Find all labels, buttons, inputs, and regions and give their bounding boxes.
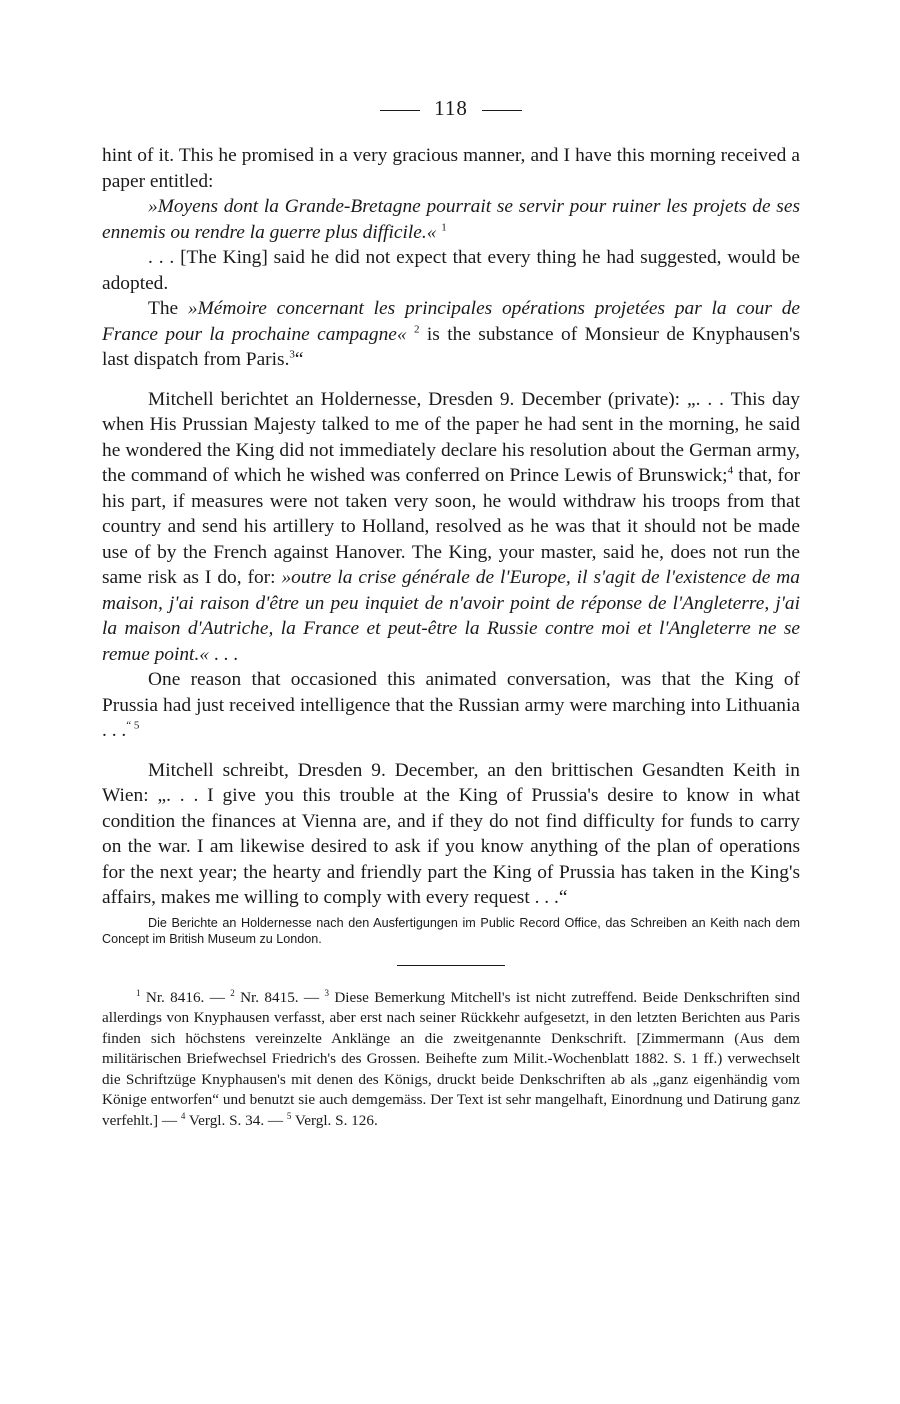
header-dash-right <box>482 110 522 111</box>
footnote-divider <box>397 965 505 966</box>
note-ref-2: 2 <box>413 323 420 336</box>
quote-memoire: »Mémoire concernant les principales opérations projetées par la cour de France pour la prochaine campagne« <box>102 298 800 345</box>
footnote-5: Vergl. S. 126. <box>291 1111 378 1129</box>
paragraph-5 <box>102 387 800 668</box>
paragraph-5-start: Mitchell berichtet an Holdernesse, Dresden 9. December (private): „. . . This day when His Prussian Majesty talked to me of the paper he had sent in the morning, he said he wondered the King did not immediately declare his resolution about the German army, the command of which he wished was conferred on Prince Lewis of Brunswick; <box>102 388 800 486</box>
paragraph-4 <box>102 296 800 373</box>
note-ref-5: “ 5 <box>126 719 140 732</box>
footnote-mark-3: 3 <box>324 987 329 998</box>
paragraph-6 <box>102 667 800 744</box>
footnote-1: Nr. 8416. — <box>140 988 231 1006</box>
main-text <box>102 143 800 911</box>
paragraph-5-end: . . . <box>209 643 239 665</box>
paragraph-4-close: “ <box>294 349 304 370</box>
footnote-mark-2: 2 <box>230 987 235 998</box>
footnote-mark-4: 4 <box>180 1110 186 1121</box>
footnotes-text <box>102 988 800 1132</box>
page-header <box>102 96 800 121</box>
paragraph-7-text: Mitchell schreibt, Dresden 9. December, an den brittischen Gesandten Keith in Wien: „. . . I give you this trouble at the King of Prussia's desire to know in what condition the finances at Vienna are, and if they do not find difficulty for funds to carry on the war. I am likewise desired to ask if you know anything of the plan of operations for the next year; the hearty and friendly part the King of Prussia has taken in the King's affairs, makes me willing to comply with every request . . .“ <box>102 759 800 908</box>
paragraph-2 <box>102 194 800 245</box>
footnote-mark-5: 5 <box>286 1110 292 1121</box>
header-dash-left <box>380 110 420 111</box>
page-number: 118 <box>434 96 468 120</box>
footnote-2: Nr. 8415. — <box>234 988 325 1006</box>
source-note <box>102 915 800 947</box>
paragraph-3 <box>102 245 800 296</box>
source-note-text: Die Berichte an Holdernesse nach den Ausfertigungen im Public Record Office, das Schreiben an Keith nach dem Concept im British Museum zu London. <box>102 915 800 946</box>
paragraph-1-text: hint of it. This he promised in a very gracious manner, and I have this morning received a paper entitled: <box>102 145 800 192</box>
quote-moyens: »Moyens dont la Grande-Bretagne pourrait se servir pour ruiner les projets de ses ennemis ou rendre la guerre plus difficile.« <box>102 196 800 243</box>
note-ref-3: 3 <box>289 348 295 361</box>
footnote-3: Diese Bemerkung Mitchell's ist nicht zutreffend. Beide Denkschriften sind allerdings von Knyphausen verfasst, aber erst nach seiner Rückkehr aufgesetzt, in den letzten Berichten aus Paris finden sich höchstens vereinzelte Anklänge an die zweitgenannte Denkschrift. [Zimmermann (Aus dem militärischen Briefwechsel Friedrich's des Grossen. Beihefte zum Milit.-Wochenblatt 1882. S. 1 ff.) verwechselt die Schriftzüge Knyphausen's mit denen des Königs, druckt beide Denkschriften ab als „ganz eigenhändig vom Königе entworfen“ und benutzt sie auch demgemäss. Der Text ist sehr mangelhaft, Einordnung und Datirung ganz verfehlt.] — <box>102 988 801 1129</box>
paragraph-5-mid: that, for his part, if measures were not taken very soon, he would withdraw his troops from that country and send his artillery to Holland, resolved as he was that it should not be made use of by the French against Hanover. The King, your master, said he, does not run the same risk as I do, for: <box>102 465 800 588</box>
paragraph-3-text: . . . [The King] said he did not expect that every thing he had suggested, would be adopted. <box>102 247 800 294</box>
paragraph-1 <box>102 143 800 194</box>
note-ref-4: 4 <box>727 464 734 477</box>
footnotes <box>102 988 800 1132</box>
paragraph-6-text: One reason that occasioned this animated conversation, was that the King of Prussia had just received intelligence that the Russian army were marching into Lithuania . . . <box>102 669 800 741</box>
note-ref-1: 1 <box>441 221 447 234</box>
footnote-4: Vergl. S. 34. — <box>185 1111 287 1129</box>
paragraph-4-end: is the substance of Monsieur de Knyphausen's last dispatch from Paris. <box>102 323 800 370</box>
paragraph-7 <box>102 758 800 911</box>
document-page <box>102 96 800 1131</box>
footnote-mark-1: 1 <box>136 987 141 998</box>
paragraph-4-start: The <box>148 298 188 319</box>
quote-outre: »outre la crise générale de l'Europe, il s'agit de l'existence de ma maison, j'ai raison d'être un peu inquiet de n'avoir point de réponse de l'Angleterre, j'ai la maison d'Autriche, la France et peut-être la Russie contre moi et l'Angleterre ne se remue point.« <box>102 567 800 665</box>
